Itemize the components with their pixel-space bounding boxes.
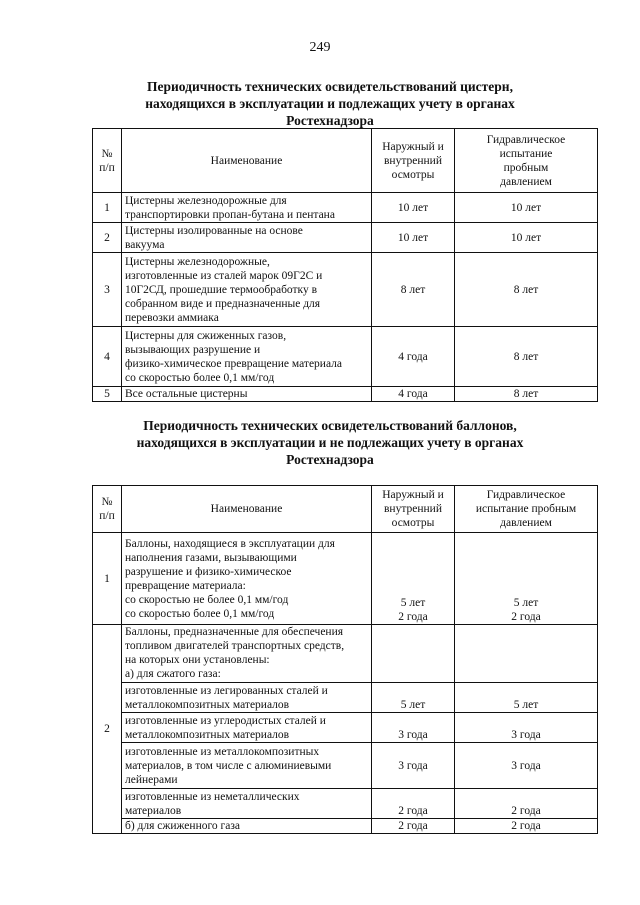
- header-external: Наружный и внутренний осмотры: [372, 486, 455, 533]
- section2-title-line: Периодичность технических освидетельствований баллонов,: [143, 418, 517, 433]
- subrow-hydraulic: 2 года: [455, 789, 598, 819]
- subrow-name: изготовленные из металлокомпозитных материалов, в том числе с алюминиевыми лейнерами: [122, 743, 372, 789]
- table-row: [93, 193, 598, 223]
- section1-title-line: Периодичность технических освидетельствований цистерн,: [147, 79, 513, 94]
- row-name: Баллоны, предназначенные для обеспечения топливом двигателей транспортных средств, на которых они установлены: а) для сжатого газа:: [122, 625, 372, 683]
- row-external: 8 лет: [372, 253, 455, 327]
- header-name: Наименование: [122, 486, 372, 533]
- subrow-hydraulic: 3 года: [455, 743, 598, 789]
- row-external-empty: [372, 625, 455, 683]
- subrow-hydraulic: 2 года: [455, 819, 598, 834]
- subrow-external: 2 года: [372, 819, 455, 834]
- table-header-row: [93, 486, 598, 533]
- subrow-name: изготовленные из легированных сталей и металлокомпозитных материалов: [122, 683, 372, 713]
- table-row: [93, 387, 598, 402]
- header-num: № п/п: [93, 129, 122, 193]
- row-num: 1: [93, 533, 122, 625]
- row-hydraulic: 10 лет: [455, 193, 598, 223]
- row-name: Баллоны, находящиеся в эксплуатации для наполнения газами, вызывающими разрушение и физико-химическое превращение материала: со скоростью не более 0,1 мм/год со скоростью более 0,1 мм/год: [122, 533, 372, 625]
- table-row: [93, 327, 598, 387]
- row-name: Цистерны для сжиженных газов, вызывающих разрушение и физико-химическое превращение материала со скоростью более 0,1 мм/год: [122, 327, 372, 387]
- subrow-external: 2 года: [372, 789, 455, 819]
- table-subrow: [93, 683, 598, 713]
- row-hydraulic: 5 лет 2 года: [455, 533, 598, 625]
- subrow-name: изготовленные из углеродистых сталей и металлокомпозитных материалов: [122, 713, 372, 743]
- row-num: 1: [93, 193, 122, 223]
- table-row: [93, 533, 598, 625]
- row-external: 10 лет: [372, 193, 455, 223]
- row-num: 3: [93, 253, 122, 327]
- header-external: Наружный и внутренний осмотры: [372, 129, 455, 193]
- table-row: [93, 253, 598, 327]
- table-subrow: [93, 789, 598, 819]
- subrow-external: 3 года: [372, 713, 455, 743]
- row-hydraulic: 8 лет: [455, 327, 598, 387]
- header-hydraulic: Гидравлическое испытание пробным давлением: [455, 486, 598, 533]
- table-subrow: [93, 819, 598, 834]
- table-header-row: [93, 129, 598, 193]
- header-name: Наименование: [122, 129, 372, 193]
- row-hydraulic-empty: [455, 625, 598, 683]
- row-external: 10 лет: [372, 223, 455, 253]
- table-row: [93, 223, 598, 253]
- header-hydraulic: Гидравлическое испытание пробным давлением: [455, 129, 598, 193]
- row-hydraulic: 8 лет: [455, 253, 598, 327]
- row-name: Цистерны изолированные на основе вакуума: [122, 223, 372, 253]
- subrow-hydraulic: 5 лет: [455, 683, 598, 713]
- row-name: Цистерны железнодорожные, изготовленные из сталей марок 09Г2С и 10Г2СД, прошедшие термообработку в собранном виде и предназначенные для перевозки аммиака: [122, 253, 372, 327]
- row-num: 4: [93, 327, 122, 387]
- tanks-table: [92, 128, 598, 402]
- subrow-external: 3 года: [372, 743, 455, 789]
- row-name: Все остальные цистерны: [122, 387, 372, 402]
- subrow-hydraulic: 3 года: [455, 713, 598, 743]
- row-num: 5: [93, 387, 122, 402]
- subrow-name: изготовленные из неметаллических материалов: [122, 789, 372, 819]
- section1-title-line: Ростехнадзора: [286, 113, 374, 128]
- section2-title: [80, 417, 580, 468]
- page-number: 249: [309, 40, 331, 55]
- row-num: 2: [93, 223, 122, 253]
- subrow-name: б) для сжиженного газа: [122, 819, 372, 834]
- row-hydraulic: 8 лет: [455, 387, 598, 402]
- table-row: [93, 625, 598, 683]
- row-external: 5 лет 2 года: [372, 533, 455, 625]
- section1-title: [80, 78, 580, 129]
- row-num: 2: [93, 625, 122, 834]
- subrow-external: 5 лет: [372, 683, 455, 713]
- table-subrow: [93, 713, 598, 743]
- section2-title-line: Ростехнадзора: [286, 452, 374, 467]
- row-name: Цистерны железнодорожные для транспортировки пропан-бутана и пентана: [122, 193, 372, 223]
- row-hydraulic: 10 лет: [455, 223, 598, 253]
- table-subrow: [93, 743, 598, 789]
- section1-title-line: находящихся в эксплуатации и подлежащих учету в органах: [145, 96, 515, 111]
- header-num: № п/п: [93, 486, 122, 533]
- section2-title-line: находящихся в эксплуатации и не подлежащих учету в органах: [136, 435, 524, 450]
- row-external: 4 года: [372, 387, 455, 402]
- cylinders-table: [92, 485, 598, 834]
- row-external: 4 года: [372, 327, 455, 387]
